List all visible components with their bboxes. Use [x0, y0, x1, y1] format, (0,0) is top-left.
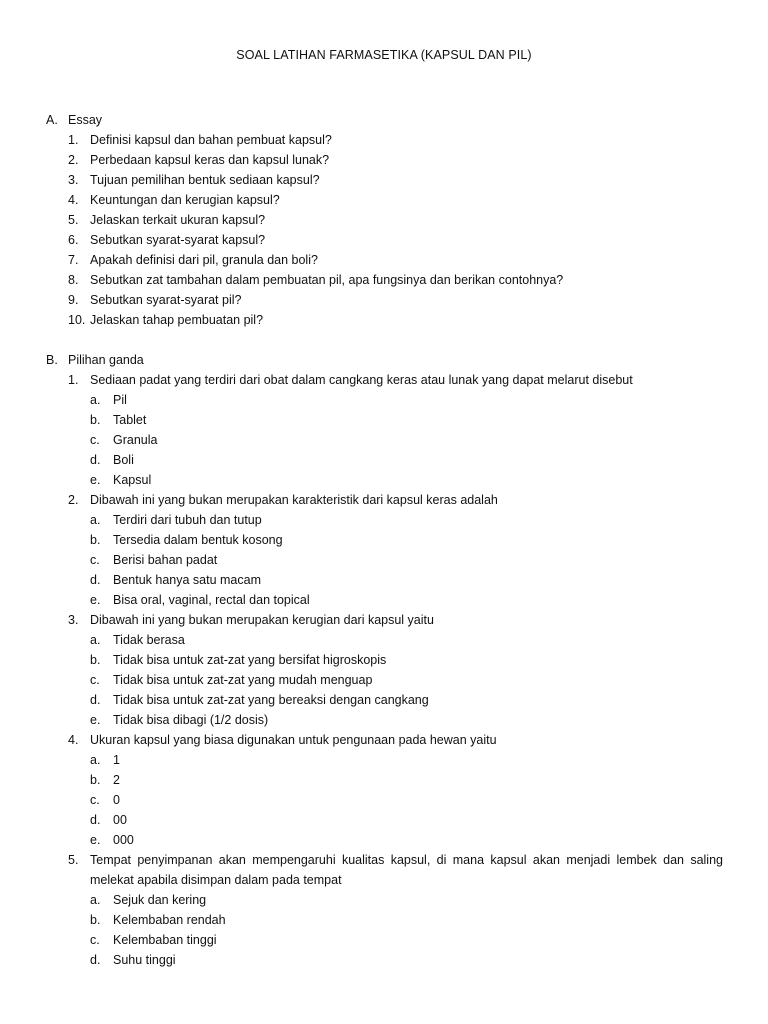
option-letter: a.: [90, 393, 101, 407]
option-letter: b.: [90, 413, 101, 427]
document-title: SOAL LATIHAN FARMASETIKA (KAPSUL DAN PIL): [236, 48, 532, 62]
mc-question-number: 4.: [68, 733, 79, 747]
essay-item-text: Tujuan pemilihan bentuk sediaan kapsul?: [90, 173, 320, 187]
essay-item-text: Jelaskan terkait ukuran kapsul?: [90, 213, 266, 227]
essay-item-text: Definisi kapsul dan bahan pembuat kapsul?: [90, 133, 332, 147]
option-letter: b.: [90, 533, 101, 547]
essay-item-number: 3.: [68, 173, 79, 187]
essay-item-text: Jelaskan tahap pembuatan pil?: [90, 313, 264, 327]
section-a-label: Essay: [68, 113, 103, 127]
option-letter: b.: [90, 913, 101, 927]
essay-item-number: 9.: [68, 293, 79, 307]
option-letter: c.: [90, 673, 100, 687]
option-text: Tidak bisa untuk zat-zat yang mudah menguap: [113, 673, 373, 687]
option-text: Berisi bahan padat: [113, 553, 218, 567]
mc-question-number: 5.: [68, 853, 79, 867]
option-text: Granula: [113, 433, 158, 447]
option-letter: c.: [90, 933, 100, 947]
option-letter: d.: [90, 813, 101, 827]
essay-item-number: 1.: [68, 133, 79, 147]
option-letter: b.: [90, 773, 101, 787]
mc-question-number: 2.: [68, 493, 79, 507]
mc-question-text-continued: melekat apabila disimpan dalam pada tempat: [90, 873, 342, 887]
mc-question-text: Dibawah ini yang bukan merupakan karakteristik dari kapsul keras adalah: [90, 493, 498, 507]
option-text: Tersedia dalam bentuk kosong: [113, 533, 283, 547]
option-text: 2: [113, 773, 120, 787]
essay-item-number: 8.: [68, 273, 79, 287]
mc-question-text: Ukuran kapsul yang biasa digunakan untuk pengunaan pada hewan yaitu: [90, 733, 497, 747]
essay-item-text: Keuntungan dan kerugian kapsul?: [90, 193, 280, 207]
mc-question-number: 1.: [68, 373, 79, 387]
option-letter: a.: [90, 633, 101, 647]
option-letter: b.: [90, 653, 101, 667]
mc-question-text: Tempat penyimpanan akan mempengaruhi kualitas kapsul, di mana kapsul akan menjadi lembek dan saling: [90, 853, 723, 867]
option-text: Kapsul: [113, 473, 152, 487]
option-letter: d.: [90, 953, 101, 967]
option-text: 0: [113, 793, 120, 807]
essay-item-text: Apakah definisi dari pil, granula dan boli?: [90, 253, 318, 267]
option-text: Tidak bisa untuk zat-zat yang bersifat higroskopis: [113, 653, 387, 667]
option-letter: d.: [90, 573, 101, 587]
essay-item-text: Sebutkan zat tambahan dalam pembuatan pil, apa fungsinya dan berikan contohnya?: [90, 273, 564, 287]
option-text: Boli: [113, 453, 134, 467]
essay-item-number: 5.: [68, 213, 79, 227]
option-letter: e.: [90, 833, 101, 847]
option-text: 1: [113, 753, 120, 767]
option-text: Suhu tinggi: [113, 953, 176, 967]
option-letter: c.: [90, 553, 100, 567]
option-letter: e.: [90, 593, 101, 607]
option-letter: a.: [90, 513, 101, 527]
mc-question-number: 3.: [68, 613, 79, 627]
section-b-label: Pilihan ganda: [68, 353, 144, 367]
option-letter: e.: [90, 473, 101, 487]
essay-item-number: 4.: [68, 193, 79, 207]
essay-item-text: Sebutkan syarat-syarat kapsul?: [90, 233, 266, 247]
option-text: Tidak bisa dibagi (1/2 dosis): [113, 713, 269, 727]
option-text: 000: [113, 833, 134, 847]
option-letter: d.: [90, 453, 101, 467]
option-letter: c.: [90, 793, 100, 807]
section-a-marker: A.: [46, 113, 58, 127]
option-letter: e.: [90, 713, 101, 727]
option-letter: a.: [90, 893, 101, 907]
essay-item-number: 6.: [68, 233, 79, 247]
option-text: Kelembaban rendah: [113, 913, 226, 927]
option-text: Tidak berasa: [113, 633, 185, 647]
essay-item-number: 7.: [68, 253, 79, 267]
mc-question-text: Dibawah ini yang bukan merupakan kerugian dari kapsul yaitu: [90, 613, 434, 627]
option-text: Terdiri dari tubuh dan tutup: [113, 513, 262, 527]
option-text: 00: [113, 813, 127, 827]
essay-item-text: Perbedaan kapsul keras dan kapsul lunak?: [90, 153, 330, 167]
essay-item-text: Sebutkan syarat-syarat pil?: [90, 293, 242, 307]
option-text: Pil: [113, 393, 127, 407]
option-letter: c.: [90, 433, 100, 447]
mc-question-text: Sediaan padat yang terdiri dari obat dalam cangkang keras atau lunak yang dapat melarut disebut: [90, 373, 633, 387]
essay-item-number: 2.: [68, 153, 79, 167]
option-text: Tablet: [113, 413, 147, 427]
option-text: Sejuk dan kering: [113, 893, 207, 907]
option-letter: a.: [90, 753, 101, 767]
essay-item-number: 10.: [68, 313, 86, 327]
option-text: Bentuk hanya satu macam: [113, 573, 261, 587]
option-letter: d.: [90, 693, 101, 707]
option-text: Tidak bisa untuk zat-zat yang bereaksi dengan cangkang: [113, 693, 429, 707]
option-text: Bisa oral, vaginal, rectal dan topical: [113, 593, 310, 607]
section-b-marker: B.: [46, 353, 58, 367]
option-text: Kelembaban tinggi: [113, 933, 217, 947]
